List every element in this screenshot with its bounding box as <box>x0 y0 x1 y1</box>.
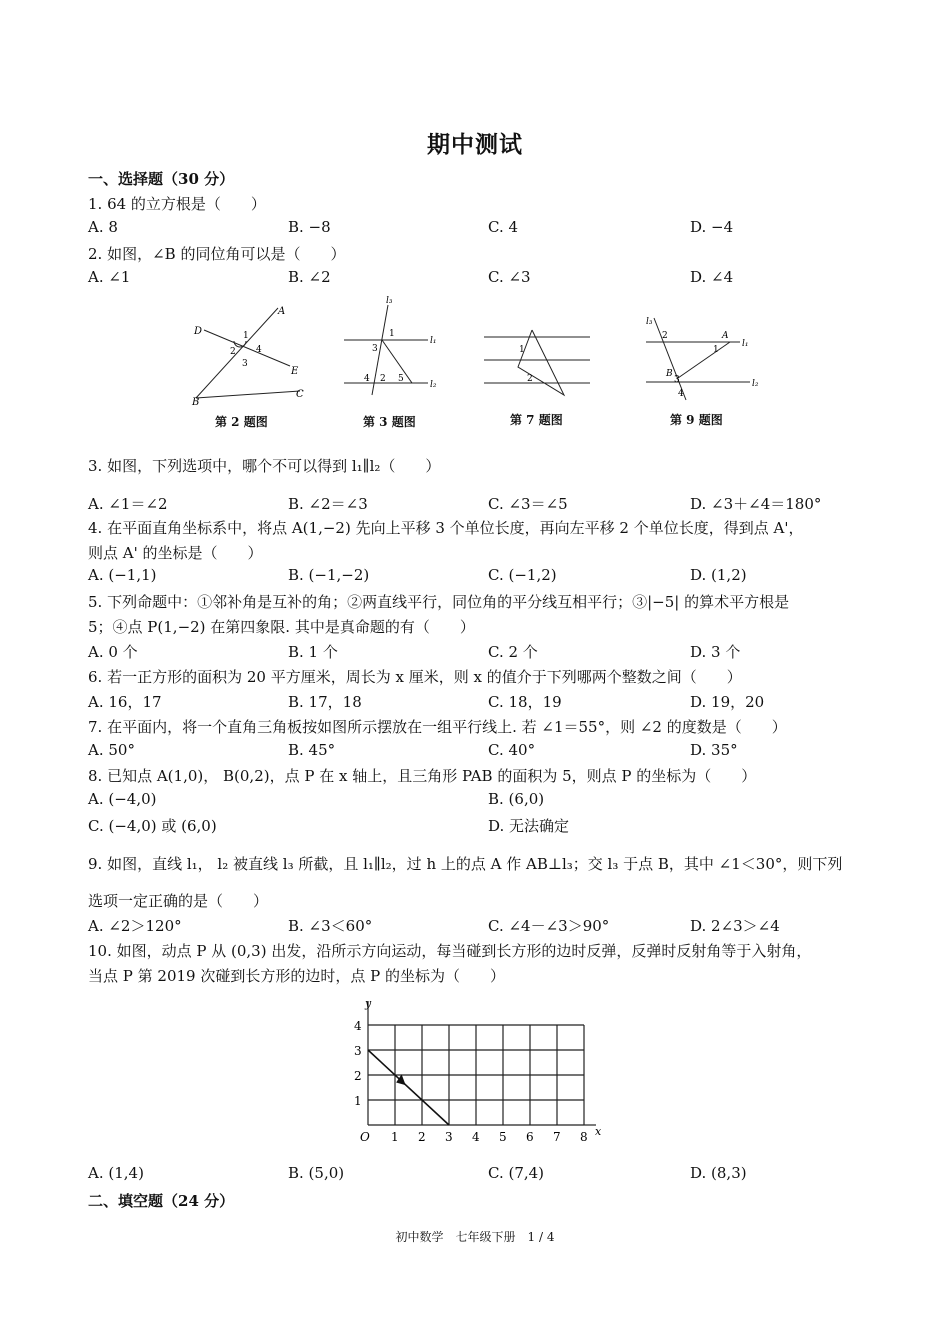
option-b: B. (5,0) <box>288 1164 345 1182</box>
option-d: D. 19，20 <box>690 693 765 711</box>
figure-9-diagram <box>642 312 762 407</box>
question-10-stem-line1: 10. 如图，动点 P 从 (0,3) 出发，沿所示方向运动，每当碰到长方形的边时反弹，反弹时反射角等于入射角， <box>88 942 812 960</box>
section-choice-heading: 一、选择题（30 分） <box>88 170 235 188</box>
question-4-options <box>88 566 888 588</box>
option-c: C. 40° <box>488 741 536 759</box>
angle-2: 2 <box>380 374 386 384</box>
option-b: B. (−1,−2) <box>288 566 370 584</box>
label-d: D <box>194 326 203 337</box>
option-d: D. 2∠3＞∠4 <box>690 917 780 935</box>
label-l1: l₁ <box>742 339 749 349</box>
angle-3: 3 <box>674 375 680 385</box>
angle-5: 5 <box>398 374 404 384</box>
question-3-options <box>88 493 888 515</box>
angle-4: 4 <box>678 389 684 399</box>
option-a: A. (1,4) <box>88 1164 144 1182</box>
option-c: C. ∠4－∠3＞90° <box>488 917 610 935</box>
question-5-stem-line2: 5；④点 P(1,−2) 在第四象限. 其中是真命题的有（ ） <box>88 618 475 636</box>
option-d: D. 无法确定 <box>488 817 570 835</box>
question-10-options <box>88 1164 888 1186</box>
option-d: D. 3 个 <box>690 643 741 661</box>
question-8-options-row2 <box>88 815 888 837</box>
caption-figure-7: 第 7 题图 <box>510 413 563 427</box>
option-c: C. ∠3 <box>488 268 531 286</box>
question-9-stem-line1: 9. 如图，直线 l₁， l₂ 被直线 l₃ 所截，且 l₁∥l₂，过 h 上的点 A 作 AB⊥l₃；交 l₃ 于点 B，其中 ∠1＜30°，则下列 <box>88 855 843 873</box>
option-d: D. ∠4 <box>690 268 734 286</box>
angle-4: 4 <box>364 374 370 384</box>
option-b: B. 17，18 <box>288 693 362 711</box>
option-d: D. ∠3＋∠4＝180° <box>690 495 822 513</box>
option-a: A. 16，17 <box>88 693 162 711</box>
angle-4: 4 <box>256 345 262 355</box>
x-axis-label: x <box>595 1125 602 1138</box>
section-fill-heading: 二、填空题（24 分） <box>88 1192 235 1210</box>
option-a: A. (−1,1) <box>88 566 157 584</box>
motion-segment <box>368 1050 449 1125</box>
option-a: A. (−4,0) <box>88 790 157 808</box>
option-d: D. (1,2) <box>690 566 747 584</box>
y-axis-label: y <box>365 997 372 1010</box>
question-8-stem: 8. 已知点 A(1,0)， B(0,2)，点 P 在 x 轴上，且三角形 PAB 的面积为 5，则点 P 的坐标为（ ） <box>88 767 757 785</box>
question-8-options-row1 <box>88 790 888 812</box>
option-a: A. ∠1 <box>88 268 131 286</box>
option-b: B. ∠2＝∠3 <box>288 495 368 513</box>
option-d: D. 35° <box>690 741 738 759</box>
option-c: C. 18，19 <box>488 693 562 711</box>
option-c: C. (7,4) <box>488 1164 545 1182</box>
option-b: B. 45° <box>288 741 336 759</box>
x-tick-label: 6 <box>526 1130 534 1144</box>
option-a: A. ∠2＞120° <box>88 917 182 935</box>
question-7-stem: 7. 在平面内，将一个直角三角板按如图所示摆放在一组平行线上. 若 ∠1＝55°，则 ∠2 的度数是（ ） <box>88 718 787 736</box>
question-5-options <box>88 641 888 663</box>
x-tick-label: 1 <box>391 1130 399 1144</box>
option-c: C. ∠3＝∠5 <box>488 495 568 513</box>
label-e: E <box>291 366 299 377</box>
question-5-stem-line1: 5. 下列命题中：①邻补角是互补的角；②两直线平行，同位角的平分线互相平行；③|−5| 的算术平方根是 <box>88 593 790 611</box>
option-c: C. 4 <box>488 218 519 236</box>
label-b: B <box>192 397 200 405</box>
question-4-stem-line2: 则点 A' 的坐标是（ ） <box>88 544 263 562</box>
label-b: B <box>666 369 673 379</box>
option-c: C. 2 个 <box>488 643 538 661</box>
question-7-options <box>88 741 888 763</box>
question-9-options <box>88 915 888 937</box>
angle-2: 2 <box>662 331 668 341</box>
origin-label: O <box>360 1130 370 1144</box>
label-l3: l₃ <box>386 296 393 306</box>
y-tick-label: 3 <box>354 1044 362 1058</box>
option-b: B. ∠2 <box>288 268 331 286</box>
question-1-stem: 1. 64 的立方根是（ ） <box>88 195 266 213</box>
option-a: A. 50° <box>88 741 135 759</box>
label-l2: l₂ <box>752 379 759 389</box>
question-9-stem-line2: 选项一定正确的是（ ） <box>88 892 269 910</box>
question-1-options <box>88 218 888 240</box>
y-tick-label: 1 <box>354 1094 362 1108</box>
option-d: D. −4 <box>690 218 734 236</box>
question-3-stem: 3. 如图，下列选项中，哪个不可以得到 l₁∥l₂（ ） <box>88 457 441 475</box>
angle-1: 1 <box>389 329 395 339</box>
option-b: B. 1 个 <box>288 643 338 661</box>
question-6-stem: 6. 若一正方形的面积为 20 平方厘米，周长为 x 厘米，则 x 的值介于下列哪两个整数之间（ ） <box>88 668 742 686</box>
label-a: A <box>278 306 286 317</box>
question-10-stem-line2: 当点 P 第 2019 次碰到长方形的边时，点 P 的坐标为（ ） <box>88 967 505 985</box>
option-a: A. 0 个 <box>88 643 138 661</box>
caption-figure-9: 第 9 题图 <box>670 413 723 427</box>
option-b: B. (6,0) <box>488 790 545 808</box>
question-2-options <box>88 268 888 290</box>
label-l1: l₁ <box>430 336 437 346</box>
angle-1: 1 <box>243 331 249 341</box>
x-tick-label: 4 <box>472 1130 480 1144</box>
figure-2-diagram <box>190 300 310 405</box>
question-6-options <box>88 691 888 713</box>
x-tick-label: 2 <box>418 1130 426 1144</box>
x-tick-label: 3 <box>445 1130 453 1144</box>
page-footer: 初中数学 七年级下册 1 / 4 <box>395 1230 555 1244</box>
angle-2: 2 <box>230 347 236 357</box>
x-tick-label: 5 <box>499 1130 507 1144</box>
option-c: C. (−4,0) 或 (6,0) <box>88 817 217 835</box>
x-tick-label: 8 <box>580 1130 588 1144</box>
angle-2: 2 <box>527 374 533 384</box>
x-tick-label: 7 <box>553 1130 561 1144</box>
motion-path <box>368 1050 449 1125</box>
angle-3: 3 <box>372 344 378 354</box>
option-a: A. ∠1＝∠2 <box>88 495 168 513</box>
grid-lines <box>368 1001 596 1125</box>
angle-1: 1 <box>519 345 525 355</box>
angle-3: 3 <box>242 359 248 369</box>
y-tick-label: 2 <box>354 1069 362 1083</box>
y-tick-label: 4 <box>354 1019 362 1033</box>
label-l2: l₂ <box>430 380 437 390</box>
figures-row <box>180 296 780 435</box>
option-b: B. −8 <box>288 218 331 236</box>
angle-1: 1 <box>713 345 719 355</box>
page-title: 期中测试 <box>427 131 523 158</box>
figure-3-diagram <box>340 295 450 400</box>
option-d: D. (8,3) <box>690 1164 747 1182</box>
figure-7-diagram <box>482 325 592 405</box>
option-a: A. 8 <box>88 218 118 236</box>
caption-figure-3: 第 3 题图 <box>363 415 416 429</box>
label-l3: l₃ <box>646 317 653 327</box>
caption-figure-2: 第 2 题图 <box>215 415 268 429</box>
option-b: B. ∠3＜60° <box>288 917 373 935</box>
label-c: C <box>296 389 304 400</box>
option-c: C. (−1,2) <box>488 566 557 584</box>
question-2-stem: 2. 如图，∠B 的同位角可以是（ ） <box>88 245 346 263</box>
question-10-grid-figure <box>350 995 620 1150</box>
question-4-stem-line1: 4. 在平面直角坐标系中，将点 A(1,−2) 先向上平移 3 个单位长度，再向左平移 2 个单位长度，得到点 A'， <box>88 519 804 537</box>
label-a: A <box>722 331 729 341</box>
